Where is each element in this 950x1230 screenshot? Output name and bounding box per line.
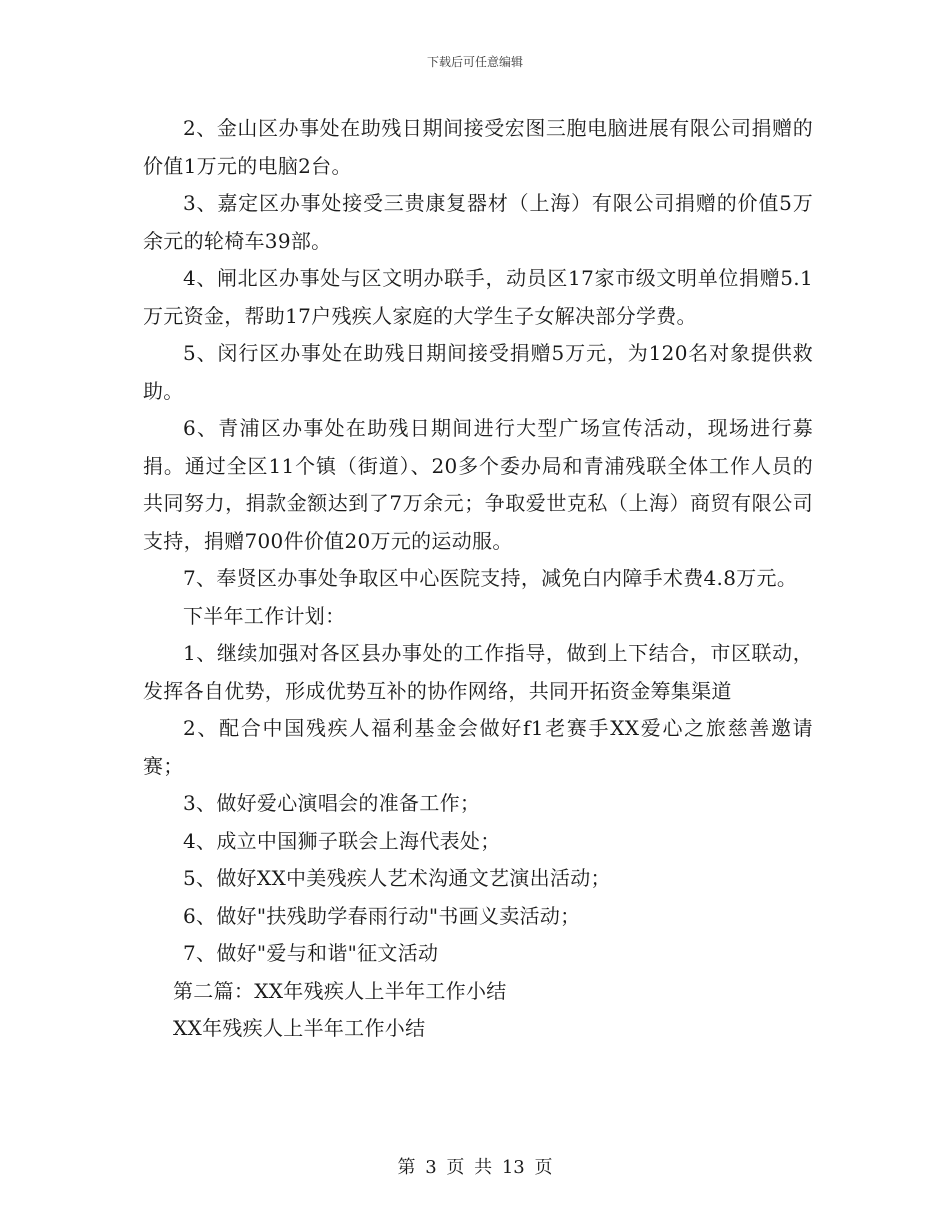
page-number-footer: 第 3 页 共 13 页 <box>397 1157 553 1178</box>
paragraph-jiading: 3、嘉定区办事处接受三贵康复器材（上海）有限公司捐赠的价值5万余元的轮椅车39部。 <box>143 191 813 253</box>
page-header: 下载后可任意编辑 <box>426 55 523 69</box>
plan-item-1: 1、继续加强对各区县办事处的工作指导，做到上下结合，市区联动，发挥各自优势，形成优势互补的协作网络，共同开拓资金筹集渠道 <box>143 641 813 703</box>
plan-item-6: 6、做好"扶残助学春雨行动"书画义卖活动； <box>183 903 581 928</box>
paragraph-jinshan: 2、金山区办事处在助残日期间接受宏图三胞电脑进展有限公司捐赠的价值1万元的电脑2台。 <box>143 116 813 178</box>
plan-item-2: 2、配合中国残疾人福利基金会做好f1老赛手XX爱心之旅慈善邀请赛； <box>143 716 813 778</box>
plan-item-5: 5、做好XX中美残疾人艺术沟通文艺演出活动； <box>183 866 611 890</box>
section-heading-plan: 下半年工作计划： <box>183 603 346 628</box>
chapter-title: 第二篇：XX年残疾人上半年工作小结 <box>173 978 507 1003</box>
paragraph-zhabei: 4、闸北区办事处与区文明办联手，动员区17家市级文明单位捐赠5.1万元资金，帮助17户残疾人家庭的大学生子女解决部分学费。 <box>143 266 813 328</box>
plan-item-7: 7、做好"爱与和谐"征文活动 <box>183 941 439 965</box>
paragraph-qingpu: 6、青浦区办事处在助残日期间进行大型广场宣传活动，现场进行募捐。通过全区11个镇（街道）、20多个委办局和青浦残联全体工作人员的共同努力，捐款金额达到了7万余元；争取爱世克私（上海）商贸有限公司支持，捐赠700件价值20万元的运动服。 <box>143 416 813 553</box>
chapter-subtitle: XX年残疾人上半年工作小结 <box>173 1016 426 1040</box>
plan-item-4: 4、成立中国狮子联会上海代表处； <box>183 828 501 853</box>
paragraph-minhang: 5、闵行区办事处在助残日期间接受捐赠5万元，为120名对象提供救助。 <box>143 341 813 403</box>
paragraph-fengxian: 7、奉贤区办事处争取区中心医院支持，减免白内障手术费4.8万元。 <box>183 566 798 590</box>
plan-item-3: 3、做好爱心演唱会的准备工作； <box>183 791 481 815</box>
document-body <box>143 110 813 1048</box>
